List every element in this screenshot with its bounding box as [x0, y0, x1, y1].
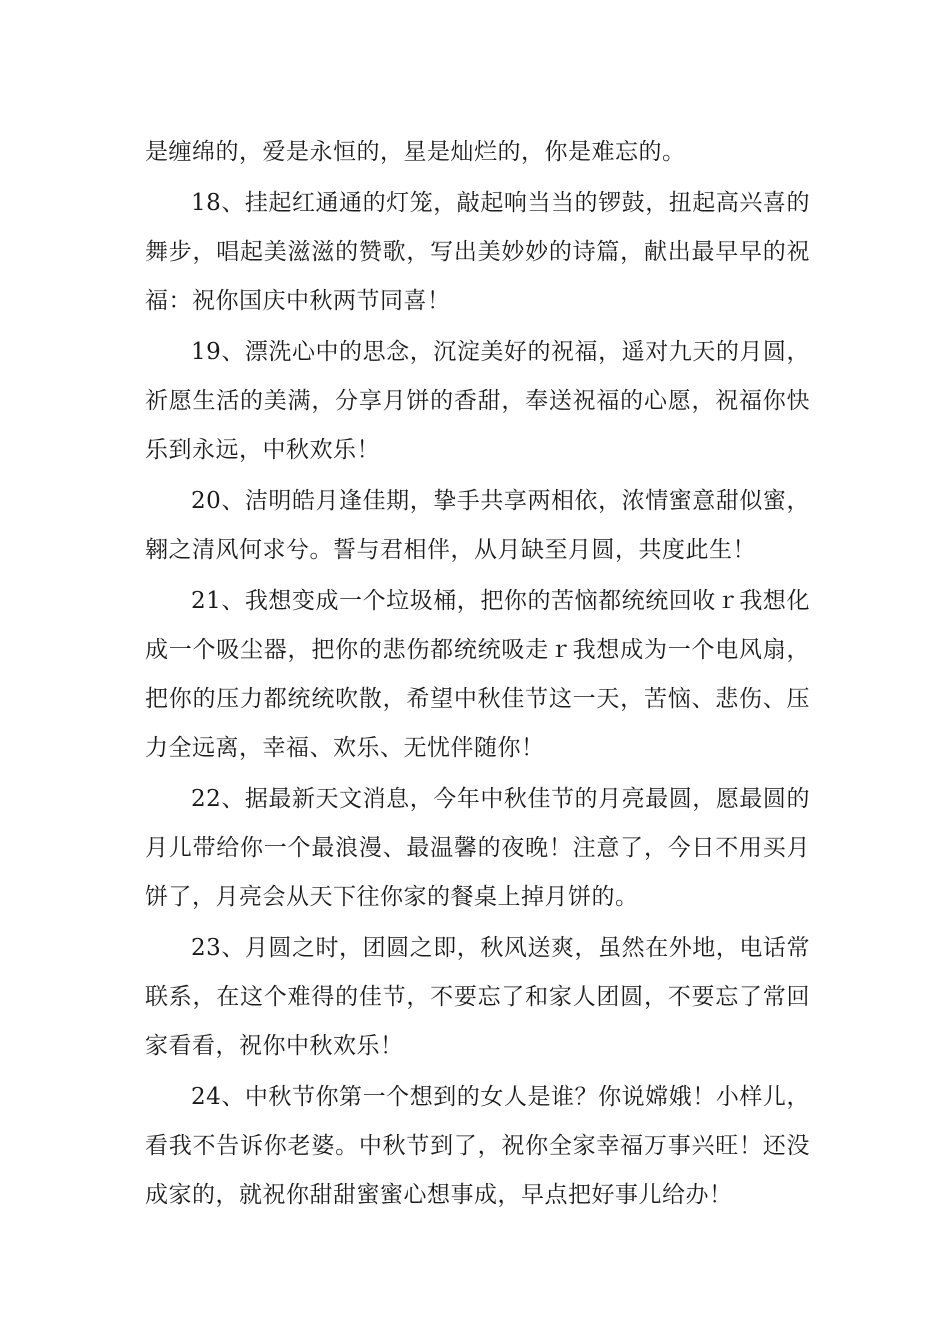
paragraph-21: 21、我想变成一个垃圾桶，把你的苦恼都统统回收ｒ我想化成一个吸尘器，把你的悲伤都统统吸走ｒ我想成为一个电风扇，把你的压力都统统吹散，希望中秋佳节这一天，苦恼、悲伤、压力全远离，幸福、欢乐、无忧伴随你！ [145, 588, 810, 761]
paragraph-20: 20、洁明皓月逢佳期，挚手共享两相依，浓情蜜意甜似蜜，翱之清风何求兮。誓与君相伴，从月缺至月圆，共度此生！ [145, 488, 810, 563]
paragraph-24: 24、中秋节你第一个想到的女人是谁？你说嫦娥！小样儿，看我不告诉你老婆。中秋节到了，祝你全家幸福万事兴旺！还没成家的，就祝你甜甜蜜蜜心想事成，早点把好事儿给办！ [145, 1084, 810, 1208]
paragraph-19: 19、漂洗心中的思念，沉淀美好的祝福，遥对九天的月圆，祈愿生活的美满，分享月饼的香甜，奉送祝福的心愿，祝福你快乐到永远，中秋欢乐！ [145, 339, 810, 463]
paragraph-22: 22、据最新天文消息，今年中秋佳节的月亮最圆，愿最圆的月儿带给你一个最浪漫、最温馨的夜晚！注意了，今日不用买月饼了，月亮会从天下往你家的餐桌上掉月饼的。 [145, 786, 810, 910]
paragraph-18: 18、挂起红通通的灯笼，敲起响当当的锣鼓，扭起高兴喜的舞步，唱起美滋滋的赞歌，写出美妙妙的诗篇，献出最早早的祝福：祝你国庆中秋两节同喜！ [145, 190, 810, 314]
document-body [145, 128, 810, 1220]
paragraph-continuation: 是缠绵的，爱是永恒的，星是灿烂的，你是难忘的。 [145, 139, 686, 165]
paragraph-23: 23、月圆之时，团圆之即，秋风送爽，虽然在外地，电话常联系，在这个难得的佳节，不要忘了和家人团圆，不要忘了常回家看看，祝你中秋欢乐！ [145, 935, 810, 1059]
